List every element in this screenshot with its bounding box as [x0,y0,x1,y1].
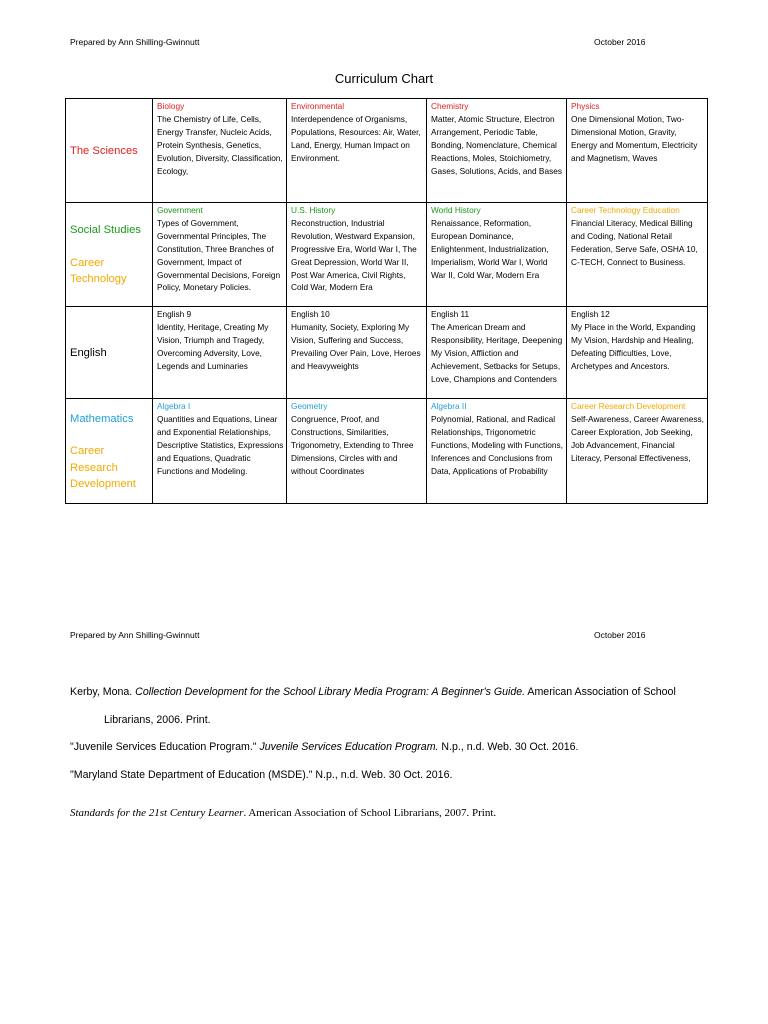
course-topics: Identity, Heritage, Creating My Vision, Triumph and Tragedy, Overcoming Adversity, Love, Legends and Luminaries [157,321,269,371]
course-cell [153,399,287,504]
course-cell [287,307,427,399]
course-heading: English 10 [291,309,330,319]
citation [70,741,578,753]
citation-title: Juvenile Services Education Program. [259,741,439,753]
course-heading: Government [157,205,203,215]
course-cell [427,203,567,307]
course-topics: Polynomial, Rational, and Radical Relationships, Trigonometric Functions, Modeling with Functions, Inferences and Conclusions from Data, Applications of Probability [431,413,563,476]
subject-cell [66,99,153,203]
citation [70,807,496,819]
citation-publisher: American Association of School [525,686,676,698]
header-author: Prepared by Ann Shilling-Gwinnutt [70,37,200,47]
course-heading: Chemistry [431,101,469,111]
course-heading: U.S. History [291,205,336,215]
citation-title: Collection Development for the School Library Media Program: A Beginner's Guide. [135,686,526,698]
course-cell [153,307,287,399]
citation-details: N.p., n.d. Web. 30 Oct. 2016. [438,741,579,753]
course-topics: Humanity, Society, Exploring My Vision, Suffering and Success, Prevailing Over Pain, Love, Heroes and Heavyweights [291,321,421,371]
course-cell [287,203,427,307]
course-heading: Environmental [291,101,345,111]
course-heading: English 12 [571,309,610,319]
course-topics: Congruence, Proof, and Constructions, Similarities, Trigonometry, Extending to Three Dimensions, Circles with and without Coordinates [291,413,414,476]
course-heading: Career Technology Education [571,205,680,215]
course-cell [567,99,708,203]
header-author: Prepared by Ann Shilling-Gwinnutt [70,630,200,640]
subject-label-secondary: Career Research Development [70,445,136,490]
course-topics: My Place in the World, Expanding My Vision, Hardship and Healing, Defeating Difficulties, Love, Archetypes and Ancestors. [571,321,696,371]
course-cell [567,203,708,307]
course-cell [567,307,708,399]
table-row [66,399,708,504]
course-topics: One Dimensional Motion, Two-Dimensional Motion, Gravity, Energy and Momentum, Electricity and Magnetism, Waves [571,113,698,163]
course-cell [427,399,567,504]
course-heading: Physics [571,101,600,111]
citation-article: "Juvenile Services Education Program." [70,741,260,753]
course-topics: Financial Literacy, Medical Billing and Coding, National Retail Federation, Serve Safe, OSHA 10, C-TECH, Connect to Business. [571,217,698,267]
course-cell [427,99,567,203]
subject-cell [66,203,153,307]
page-title: Curriculum Chart [334,71,434,86]
subject-label: English [70,346,107,359]
course-topics: Renaissance, Reformation, European Dominance, Enlightenment, Industrialization, Imperialism, World War I, World War II, Cold War, Modern Era [431,217,549,280]
course-heading: Geometry [291,401,328,411]
subject-label: Mathematics [70,412,134,425]
course-cell [153,99,287,203]
table-row [66,307,708,399]
subject-cell [66,307,153,399]
course-heading: Career Research Development [571,401,686,411]
course-cell [567,399,708,504]
subject-cell [66,399,153,504]
course-topics: Matter, Atomic Structure, Electron Arrangement, Periodic Table, Bonding, Nomenclature, Chemical Reactions, Moles, Stoichiometry, Gases, Solutions, Acids, and Bases [431,113,562,176]
course-topics: The Chemistry of Life, Cells, Energy Transfer, Nucleic Acids, Protein Synthesis, Genetics, Evolution, Diversity, Classification, Ecology, [157,113,283,176]
course-heading: English 11 [431,309,470,319]
citation: "Maryland State Department of Education (MSDE)." N.p., n.d. Web. 30 Oct. 2016. [70,769,453,781]
course-topics: Reconstruction, Industrial Revolution, Westward Expansion, Progressive Era, World War I, The Great Depression, World War II, Post War America, Civil Rights, Cold War, Modern Era [291,217,417,293]
course-topics: Self-Awareness, Career Awareness, Career Exploration, Job Seeking, Job Advancement, Financial Literacy, Personal Effectiveness, [571,413,704,463]
course-heading: Algebra II [431,401,467,411]
citation-details: . American Association of School Librarians, 2007. Print. [243,807,497,819]
course-cell [427,307,567,399]
course-heading: English 9 [157,309,192,319]
header-date: October 2016 [594,37,646,47]
table-row [66,203,708,307]
subject-label-secondary: Career Technology [70,256,127,286]
course-topics: Interdependence of Organisms, Populations, Resources: Air, Water, Land, Energy, Human Impact on Environment. [291,113,421,163]
curriculum-table [65,98,708,504]
course-heading: World History [431,205,481,215]
citation [70,686,676,698]
course-cell [287,399,427,504]
table-row [66,99,708,203]
header-date: October 2016 [594,630,646,640]
citation-author: Kerby, Mona. [70,686,136,698]
subject-label: The Sciences [70,144,138,157]
course-cell [287,99,427,203]
course-topics: Types of Government, Governmental Principles, The Constitution, Three Branches of Government, Impact of Governmental Decisions, Foreign Policy, Monetary Policies. [157,217,281,293]
course-topics: Quantities and Equations, Linear and Exponential Relationships, Descriptive Statistics, Expressions and Equations, Quadratic Functions and Modeling. [157,413,284,476]
course-heading: Biology [157,101,185,111]
citation-title: Standards for the 21st Century Learner [70,807,244,819]
subject-label: Social Studies [70,224,141,237]
citation-continuation: Librarians, 2006. Print. [104,714,211,726]
course-topics: The American Dream and Responsibility, Heritage, Deepening My Vision, Affliction and Achievement, Setbacks for Setups, Love, Champions and Contenders [431,321,563,384]
course-cell [153,203,287,307]
course-heading: Algebra I [157,401,191,411]
